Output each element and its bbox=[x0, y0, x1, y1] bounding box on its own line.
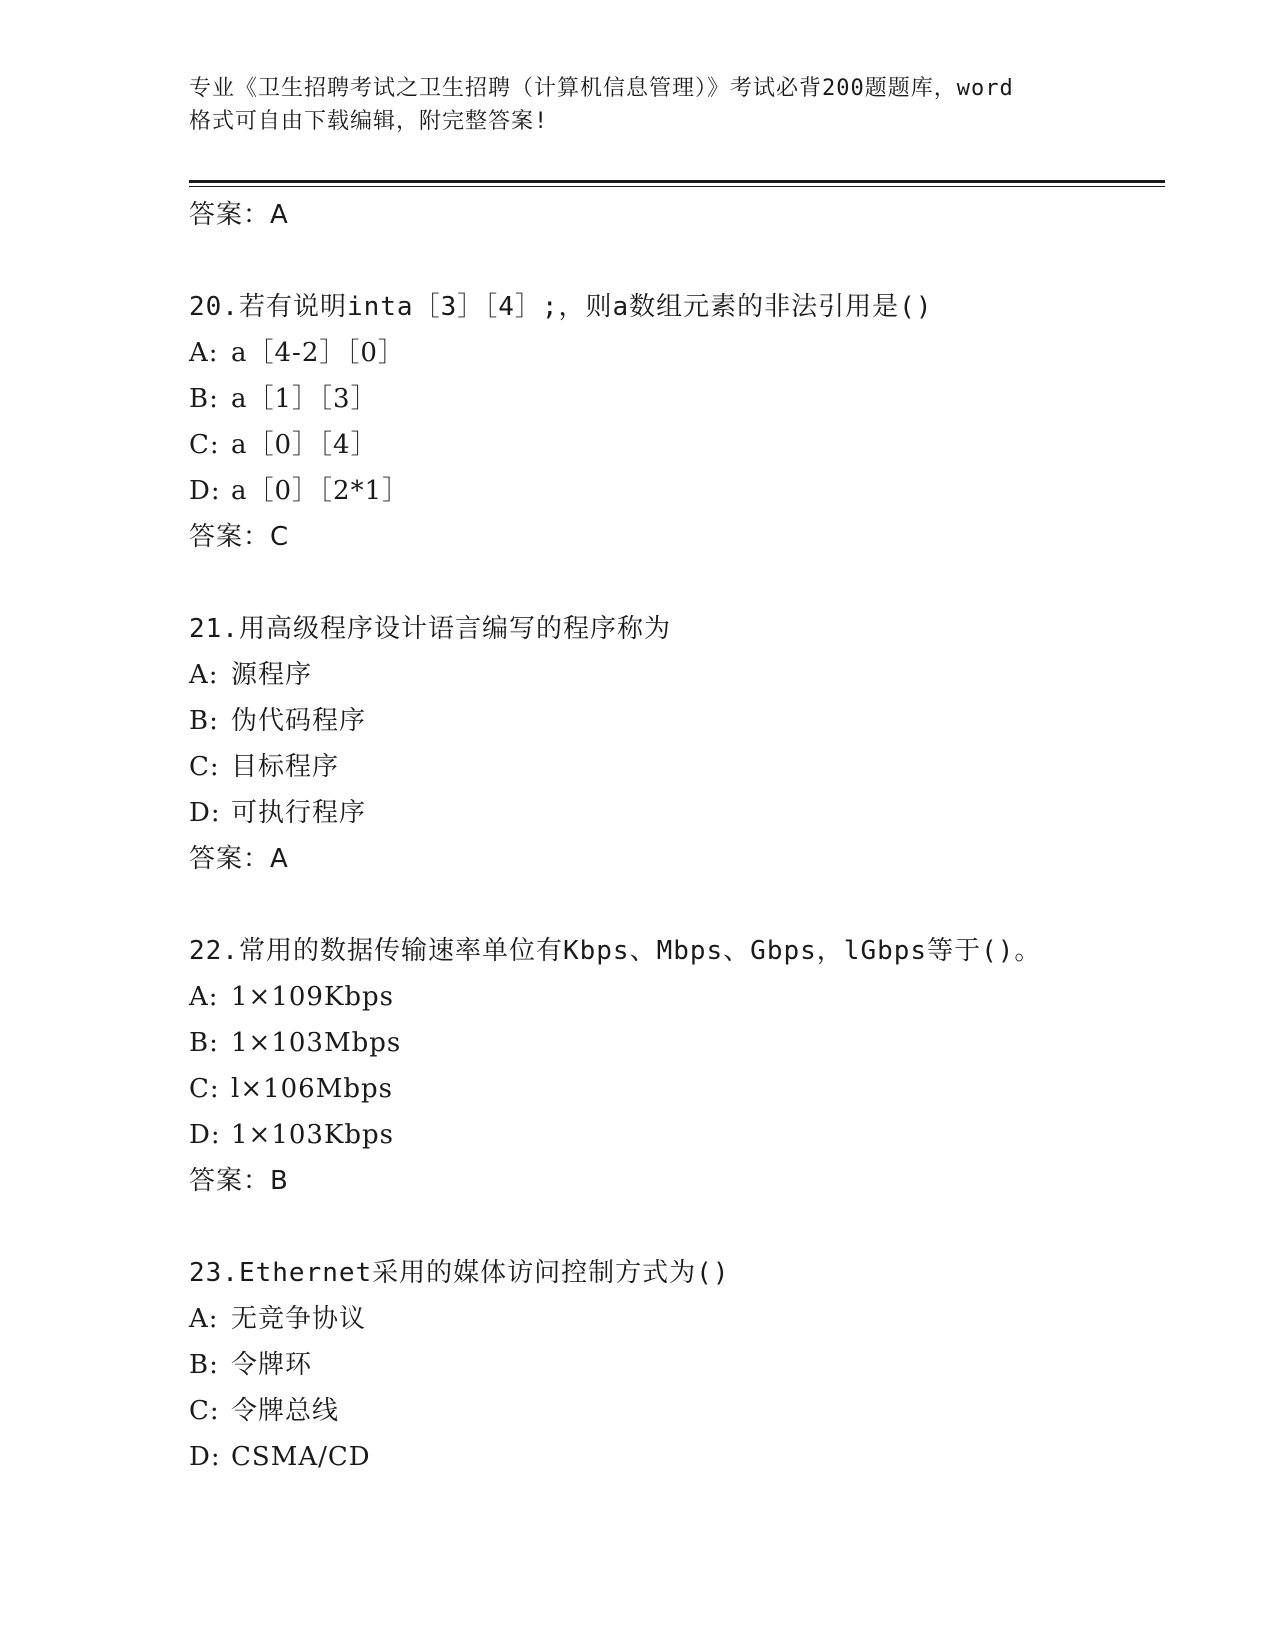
header-divider-thick bbox=[189, 180, 1165, 183]
option-text: l×106Mbps bbox=[231, 1074, 393, 1104]
question-text: 23.Ethernet采用的媒体访问控制方式为() bbox=[189, 1258, 730, 1288]
option-text: 可执行程序 bbox=[231, 798, 367, 828]
option-letter: C: bbox=[189, 1074, 220, 1104]
option-text: 伪代码程序 bbox=[231, 706, 367, 736]
option-letter: B: bbox=[189, 1350, 219, 1380]
question-block-22 bbox=[189, 928, 1165, 1204]
option-letter: D: bbox=[189, 1120, 221, 1150]
option-letter: B: bbox=[189, 706, 219, 736]
document-header bbox=[189, 72, 1089, 138]
option-letter: D: bbox=[189, 476, 221, 506]
option-letter: B: bbox=[189, 384, 219, 414]
option-text: CSMA/CD bbox=[231, 1442, 371, 1472]
option-letter: C: bbox=[189, 1396, 220, 1426]
option-text: 1×103Mbps bbox=[231, 1028, 402, 1058]
question-block-23 bbox=[189, 1250, 1165, 1480]
option-text: 令牌总线 bbox=[231, 1396, 340, 1426]
spacer bbox=[189, 560, 1165, 606]
option-text: a［0］［2*1］ bbox=[231, 476, 410, 506]
answer-line: 答案：B bbox=[189, 1166, 289, 1196]
spacer bbox=[189, 238, 1165, 284]
header-divider-thin bbox=[189, 186, 1165, 187]
option-b bbox=[189, 1020, 1165, 1066]
option-letter: D: bbox=[189, 798, 221, 828]
option-text: 令牌环 bbox=[231, 1350, 313, 1380]
header-title-line-2: 格式可自由下载编辑，附完整答案! bbox=[189, 109, 549, 134]
option-letter: A: bbox=[189, 660, 219, 690]
option-text: a［1］［3］ bbox=[231, 384, 378, 414]
option-c bbox=[189, 1066, 1165, 1112]
option-a bbox=[189, 1296, 1165, 1342]
option-text: 1×103Kbps bbox=[231, 1120, 395, 1150]
option-letter: C: bbox=[189, 430, 220, 460]
option-text: a［0］［4］ bbox=[231, 430, 378, 460]
option-d bbox=[189, 1434, 1165, 1480]
option-letter: A: bbox=[189, 338, 219, 368]
option-b bbox=[189, 376, 1165, 422]
question-text: 22.常用的数据传输速率单位有Kbps、Mbps、Gbps，lGbps等于()。 bbox=[189, 936, 1042, 966]
option-c bbox=[189, 744, 1165, 790]
option-letter: A: bbox=[189, 982, 219, 1012]
option-text: 无竞争协议 bbox=[231, 1304, 367, 1334]
option-text: 目标程序 bbox=[231, 752, 340, 782]
option-text: 源程序 bbox=[231, 660, 313, 690]
answer-line: 答案：C bbox=[189, 522, 290, 552]
option-c bbox=[189, 422, 1165, 468]
question-block-20 bbox=[189, 284, 1165, 560]
option-text: 1×109Kbps bbox=[231, 982, 395, 1012]
option-letter: B: bbox=[189, 1028, 219, 1058]
question-list bbox=[189, 192, 1165, 1480]
header-title-line-1: 专业《卫生招聘考试之卫生招聘（计算机信息管理）》考试必背200题题库，word bbox=[189, 76, 1014, 101]
option-a bbox=[189, 330, 1165, 376]
option-letter: C: bbox=[189, 752, 220, 782]
spacer bbox=[189, 1204, 1165, 1250]
answer-line: 答案：A bbox=[189, 200, 289, 230]
option-text: a［4-2］［0］ bbox=[231, 338, 405, 368]
question-block-21 bbox=[189, 606, 1165, 882]
option-letter: D: bbox=[189, 1442, 221, 1472]
option-d bbox=[189, 790, 1165, 836]
option-d bbox=[189, 1112, 1165, 1158]
option-b bbox=[189, 1342, 1165, 1388]
option-a bbox=[189, 652, 1165, 698]
answer-line: 答案：A bbox=[189, 844, 289, 874]
option-a bbox=[189, 974, 1165, 1020]
question-text: 20.若有说明inta［3］［4］;，则a数组元素的非法引用是() bbox=[189, 292, 933, 322]
question-text: 21.用高级程序设计语言编写的程序称为 bbox=[189, 614, 671, 644]
spacer bbox=[189, 882, 1165, 928]
option-letter: A: bbox=[189, 1304, 219, 1334]
option-b bbox=[189, 698, 1165, 744]
option-c bbox=[189, 1388, 1165, 1434]
option-d bbox=[189, 468, 1165, 514]
